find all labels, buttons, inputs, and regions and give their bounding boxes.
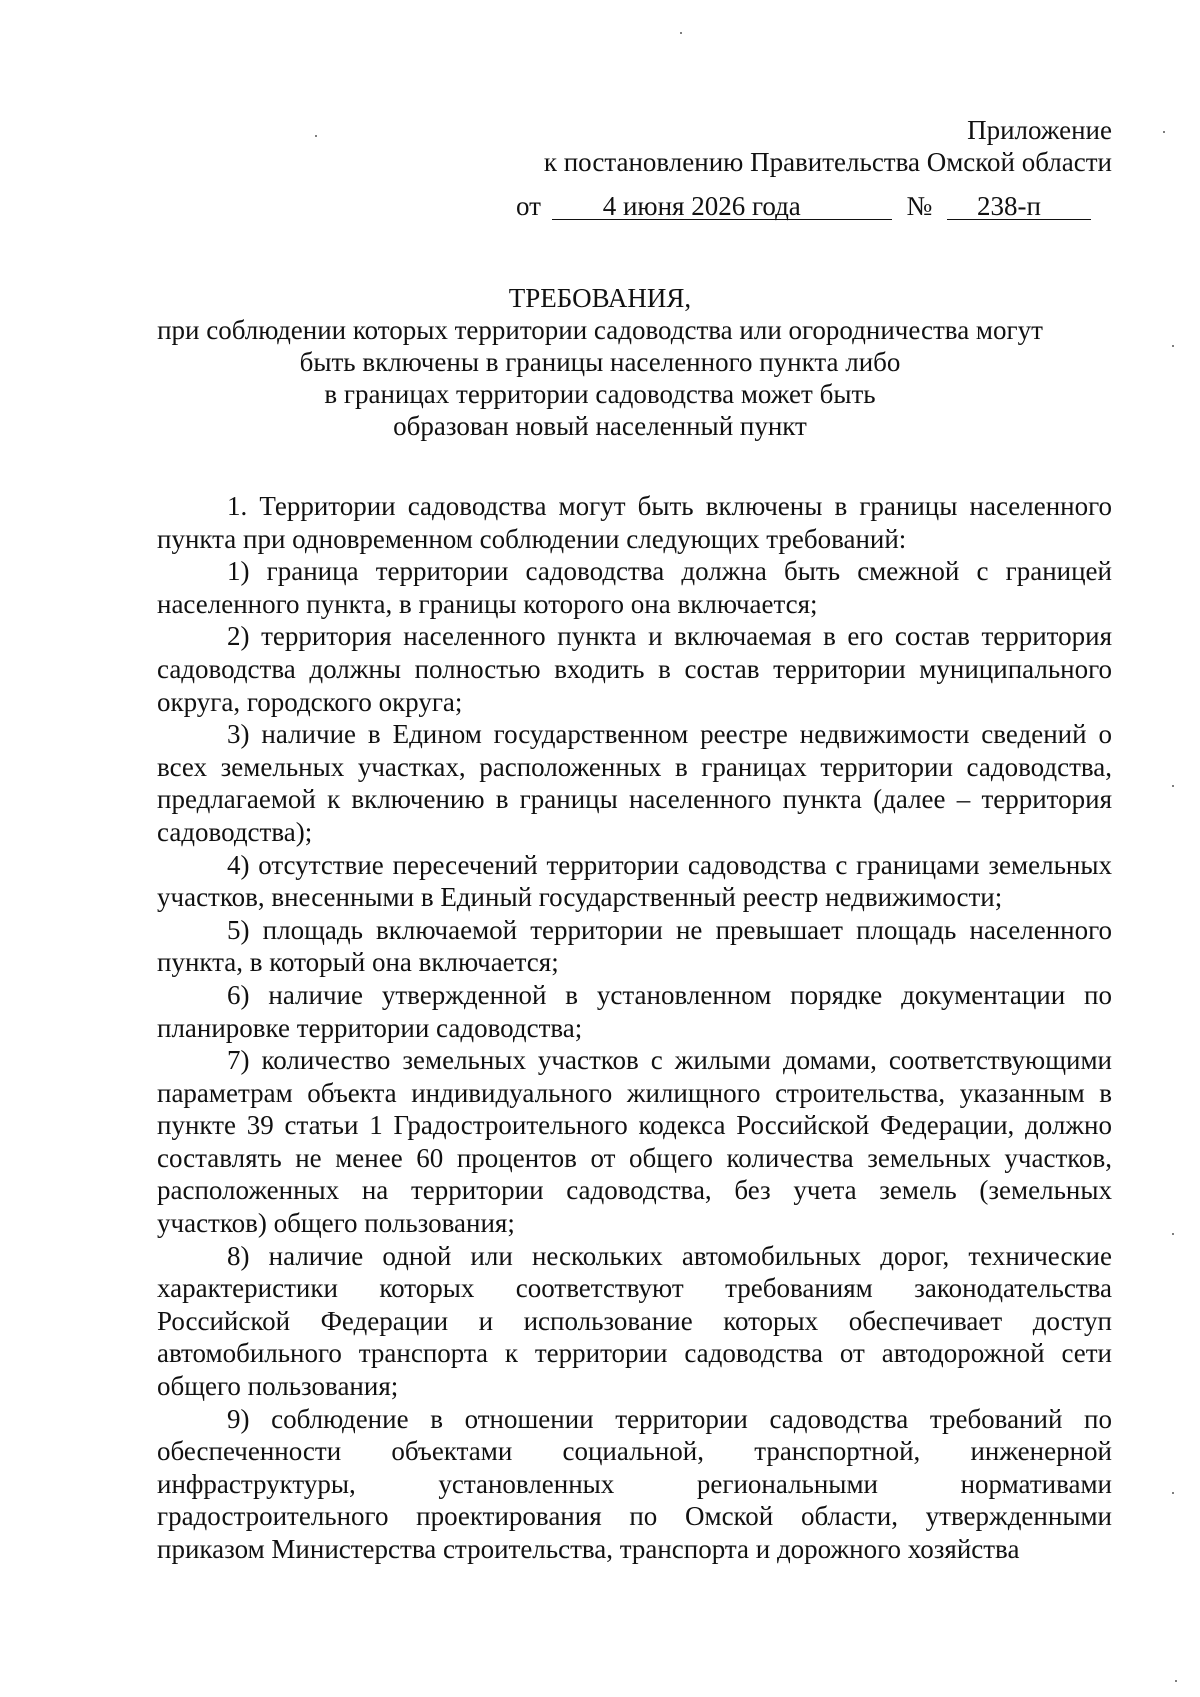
document-subtitle-line-3: в границах территории садоводства может быть (324, 379, 876, 409)
appendix-label: Приложение (967, 115, 1112, 145)
resolution-date: 4 июня 2026 года (552, 193, 892, 220)
subitem-8: 8) наличие одной или нескольких автомобильных дорог, технические характеристики которых соответствуют требованиям законодательства Российской Федерации и использование которых обеспечивает доступ автомобильного транспорта к территории садоводства от автодорожной сети общего пользования; (157, 1240, 1112, 1402)
subitem-1: 1) граница территории садоводства должна быть смежной с границей населенного пункта, в границы которого она включается; (157, 556, 1112, 619)
scan-speck (315, 135, 317, 137)
subitem-7: 7) количество земельных участков с жилыми домами, соответствующими параметрам объекта индивидуального жилищного строительства, указанным в пункте 39 статьи 1 Градостроительного кодекса Российской Федерации, должно составлять не менее 60 процентов от общего количества земельных участков, расположенных на территории садоводства, без учета земель (земельных участков) общего пользования; (157, 1045, 1112, 1239)
subitem-9: 9) соблюдение в отношении территории садоводства требований по обеспеченности объектами социальной, транспортной, инженерной инфраструктуры, установленных региональными нормативами градостроительного проектирования по Омской области, утвержденными приказом Министерства строительства, транспорта и дорожного хозяйства (157, 1403, 1112, 1564)
paragraph-1: 1. Территории садоводства могут быть включены в границы населенного пункта при одновременном соблюдении следующих требований: (157, 491, 1112, 554)
document-subtitle-line-4: образован новый населенный пункт (393, 411, 807, 441)
subitem-6: 6) наличие утвержденной в установленном порядке документации по планировке территории садоводства; (157, 979, 1112, 1043)
subitem-5: 5) площадь включаемой территории не превышает площадь населенного пункта, в который она включается; (157, 914, 1112, 978)
scan-speck (1172, 345, 1174, 347)
resolution-date-number-line (516, 190, 1091, 222)
scan-speck (1163, 131, 1165, 133)
subitem-4: 4) отсутствие пересечений территории садоводства с границами земельных участков, внесенными в Единый государственный реестр недвижимости; (157, 849, 1112, 913)
document-title: ТРЕБОВАНИЯ, (508, 283, 692, 313)
requirements-body (157, 490, 1112, 1566)
resolution-number: 238-п (947, 193, 1091, 220)
scan-speck (1172, 1233, 1174, 1235)
scan-speck (1175, 1680, 1177, 1682)
document-subtitle-line-1: при соблюдении которых территории садоводства или огородничества могут (157, 315, 1043, 345)
number-sign: № (906, 191, 933, 221)
scan-speck (680, 32, 682, 34)
subitem-3: 3) наличие в Едином государственном реестре недвижимости сведений о всех земельных участках, расположенных в границах территории садоводства, предлагаемой к включению в границы населенного пункта (далее – территория садоводства); (157, 719, 1112, 847)
from-prefix: от (516, 191, 541, 221)
scan-speck (1172, 785, 1174, 787)
document-subtitle-line-2: быть включены в границы населенного пункта либо (299, 347, 901, 377)
scan-speck (1172, 1492, 1174, 1494)
subitem-2: 2) территория населенного пункта и включаемая в его состав территория садоводства должны полностью входить в состав территории муниципального округа, городского округа; (157, 621, 1112, 717)
appendix-resolution-ref: к постановлению Правительства Омской области (543, 147, 1112, 177)
